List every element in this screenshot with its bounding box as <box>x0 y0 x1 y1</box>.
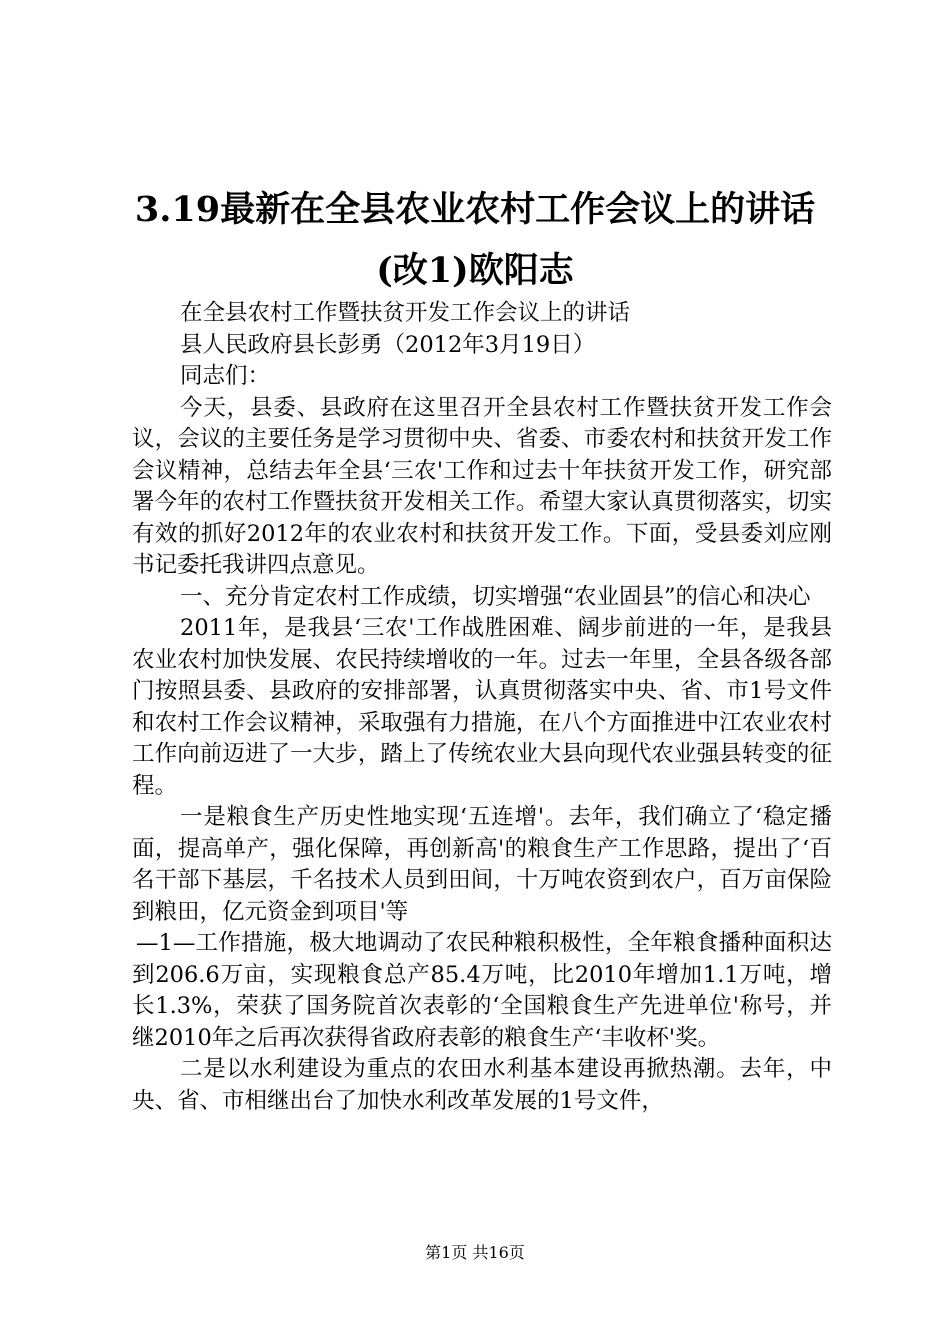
paragraph-2011-summary: 2011年，是我县‘三农'工作战胜困难、阔步前进的一年，是我县农业农村加快发展、农民持续增收的一年。过去一年里，全县各级各部门按照县委、县政府的安排部署，认真贯彻落实中央、省、市1号文件和农村工作会议精神，采取强有力措施，在八个方面推进中江农业农村工作向前迈进了一大步，踏上了传统农业大县向现代农业强县转变的征程。 <box>132 615 832 799</box>
speaker-line: 县人民政府县长彭勇（2012年3月19日） <box>180 331 596 358</box>
salutation: 同志们： <box>180 363 271 389</box>
paragraph-water-conservancy: 二是以水利建设为重点的农田水利基本建设再掀热潮。去年，中央、省、市相继出台了加快水利改革发展的1号文件， <box>132 1056 832 1114</box>
document-body <box>132 298 832 1117</box>
paragraph-grain-production: 一是粮食生产历史性地实现‘五连增'。去年，我们确立了‘稳定播面，提高单产，强化保障，再创新高'的粮食生产工作思路，提出了‘百名干部下基层，千名技术人员到田间，十万吨农资到农户，百万亩保险到粮田，亿元资金到项目'等 <box>132 804 832 925</box>
document-title-line-2: (改1)欧阳志 <box>376 250 574 291</box>
paragraph-intro: 今天，县委、县政府在这里召开全县农村工作暨扶贫开发工作会议，会议的主要任务是学习贯彻中央、省委、市委农村和扶贫开发工作会议精神，总结去年全县‘三农'工作和过去十年扶贫开发工作，研究部署今年的农村工作暨扶贫开发相关工作。希望大家认真贯彻落实，切实有效的抓好2012年的农业农村和扶贫开发工作。下面，受县委刘应刚书记委托我讲四点意见。 <box>132 394 832 578</box>
document-title-line-1: 3.19最新在全县农业农村工作会议上的讲话 <box>134 189 816 230</box>
page-footer: 第1页 共16页 <box>425 1243 525 1262</box>
section-heading-1: 一、充分肯定农村工作成绩，切实增强“农业固县”的信心和决心 <box>180 583 811 610</box>
speech-heading: 在全县农村工作暨扶贫开发工作会议上的讲话 <box>180 300 631 326</box>
paragraph-grain-results: —1—工作措施，极大地调动了农民种粮积极性，全年粮食播种面积达到206.6万亩，实现粮食总产85.4万吨，比2010年增加1.1万吨，增长1.3%，荣获了国务院首次表彰的‘全国粮食生产先进单位'称号，并继2010年之后再次获得省政府表彰的粮食生产‘丰收杯'奖。 <box>132 930 832 1051</box>
